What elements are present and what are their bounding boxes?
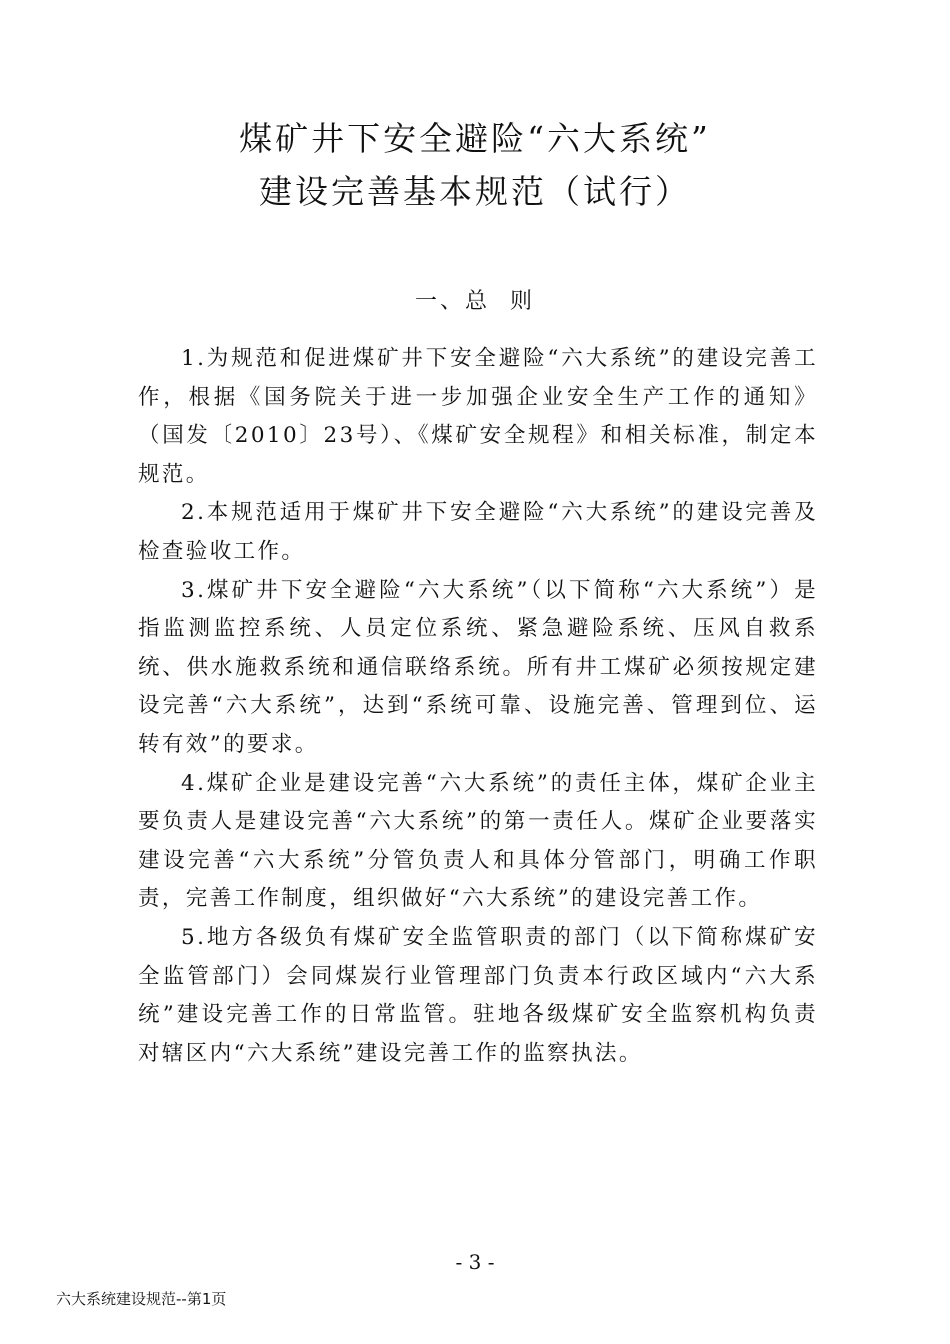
footer-label: 六大系统建设规范--第1页: [56, 1290, 227, 1308]
page-number: - 3 -: [455, 1250, 495, 1274]
paragraph-5: 5.地方各级负有煤矿安全监管职责的部门（以下简称煤矿安全监管部门）会同煤炭行业管理部门负责本行政区域内“六大系统”建设完善工作的日常监管。驻地各级煤矿安全监察机构负责对辖区内“六大系统”建设完善工作的监察执法。: [138, 924, 818, 1066]
document-body: [138, 340, 818, 1073]
document-title: [0, 112, 950, 218]
section-heading: 一、总 则: [415, 289, 535, 314]
paragraph-2: 2.本规范适用于煤矿井下安全避险“六大系统”的建设完善及检查验收工作。: [138, 500, 818, 564]
paragraph-3: 3.煤矿井下安全避险“六大系统”（以下简称“六大系统”）是指监测监控系统、人员定位系统、紧急避险系统、压风自救系统、供水施救系统和通信联络系统。所有井工煤矿必须按规定建设完善“六大系统”，达到“系统可靠、设施完善、管理到位、运转有效”的要求。: [138, 577, 818, 757]
title-line-1: 煤矿井下安全避险“六大系统”: [239, 119, 711, 158]
paragraph-1: 1.为规范和促进煤矿井下安全避险“六大系统”的建设完善工作，根据《国务院关于进一步加强企业安全生产工作的通知》（国发〔2010〕23号）、《煤矿安全规程》和相关标准，制定本规范。: [138, 346, 818, 487]
paragraph-4: 4.煤矿企业是建设完善“六大系统”的责任主体，煤矿企业主要负责人是建设完善“六大系统”的第一责任人。煤矿企业要落实建设完善“六大系统”分管负责人和具体分管部门，明确工作职责，完善工作制度，组织做好“六大系统”的建设完善工作。: [138, 770, 818, 912]
title-line-2: 建设完善基本规范（试行）: [259, 172, 691, 211]
